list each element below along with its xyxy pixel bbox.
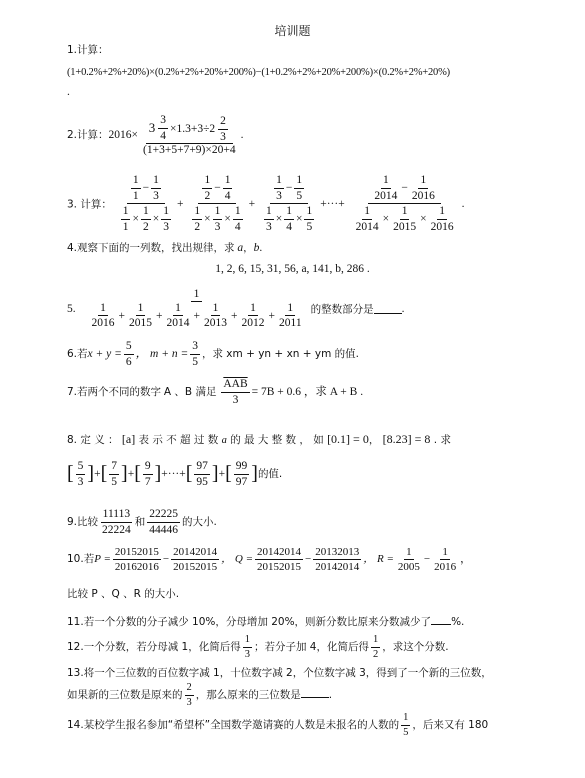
q3-term-last: $\frac{1}{2014}$ − $\frac{1}{2016}$ $\frac{1}{2014}$ × $\frac{1}{2015}$ × $\frac{1}{2016}$ [355,174,454,233]
q11: 11.若一个分数的分子减少 10%，分母增加 20%，则新分数比原来分数减少了 %. [67,616,465,628]
q4: 4.观察下面的一列数，找出规律，求 a，b. [67,242,263,254]
q1-expression: (1+0.2%+2%+20%)×(0.2%+2%+20%+200%)−(1+0.2%+2%+20%+200%)×(0.2%+2%+20%) [67,67,450,78]
q2-label: 2.计算： [67,129,109,142]
q5: 5. 1 $\frac{1}{2016}$ + $\frac{1}{2015}$ + $\frac{1}{2014}$ + $\frac{1}{2013}$ + $\frac{1}{2012}$ + $\frac{1}{2011}$ 的整数部分是 . [67,288,405,330]
q1-label: 1.计算： [67,44,109,56]
q14: 14.某校学生报名参加“希望杯”全国数学邀请赛的人数是未报名的人数的 $\frac{1}{5}$ ，后来又有 180 [67,712,489,738]
q3: 3. 计算： $\frac{1}{1}$ − $\frac{1}{3}$ $\frac{1}{1}$ × $\frac{1}{2}$ × $\frac{1}{3}$ + $\frac{1}{2}$ − $\frac{1}{4}$ $\frac{1}{2}$ × $\frac{1}{3}$ × $\frac{1}{4}$ + $\frac{1}{3}$ − $\frac{1}{5}$ $\frac{1}{3}$ × $\frac{1}{4}$ × $\frac{1}{5}$ +···+ $\frac{1}{2014}$ − $\frac{1}{2016}$ $\frac{1}{2014}$ × $\frac{1}{2015}$ × $\frac{1}{2016}$ . [67,174,465,233]
q2: 2.计算：2016× 3 3 4 ×1.3+3÷2 $\frac{2}{3}$ (1+3+5+7+9)×20+4 . [67,114,244,157]
q5-fraction: 1 $\frac{1}{2016}$ + $\frac{1}{2015}$ + $\frac{1}{2014}$ + $\frac{1}{2013}$ + $\frac{1}{2012}$ + $\frac{1}{2011}$ [91,288,302,330]
q3-term-3: $\frac{1}{3}$ − $\frac{1}{5}$ $\frac{1}{3}$ × $\frac{1}{4}$ × $\frac{1}{5}$ [265,174,313,233]
q8-line1: 8. 定 义 ： [a] 表 示 不 超 过 数 a 的 最 大 整 数 ， 如 [0.1] = 0， [8.23] = 8 . 求 [67,432,451,446]
q13-line1: 13.将一个三位数的百位数字减 1，十位数字减 2，个位数字减 3，得到了一个新的三位数， [67,667,492,679]
q10-compare: 比较 P 、Q 、R 的大小. [67,588,180,600]
q12: 12.一个分数，若分母减 1，化简后得 $\frac{1}{3}$ ；若分子加 4，化简后得 $\frac{1}{2}$ ，求这个分数. [67,634,449,660]
q13-line2: 如果新的三位数是原来的 $\frac{2}{3}$ ，那么原来的三位数是 . [67,682,333,708]
q10: 10.若P = $\frac{20152015}{20162016}$ − $\frac{20142014}{20152015}$ ， Q = $\frac{20142014}{20152015}$ − $\frac{20132013}{20142014}$ ， R = $\frac{1}{2005}$ − $\frac{1}{2016}$ ， [67,546,472,574]
q7: 7.若两个不同的数字 A 、B 满足 $\overline{AAB}$ 3 = 7B + 0.6 ，求 A + B . [67,378,364,406]
q2-fraction: 3 3 4 ×1.3+3÷2 $\frac{2}{3}$ (1+3+5+7+9)×20+4 [143,114,236,157]
q3-label: 3. 计算： [67,198,112,211]
q3-term-2: $\frac{1}{2}$ − $\frac{1}{4}$ $\frac{1}{2}$ × $\frac{1}{3}$ × $\frac{1}{4}$ [194,174,241,233]
q3-term-1: $\frac{1}{1}$ − $\frac{1}{3}$ $\frac{1}{1}$ × $\frac{1}{2}$ × $\frac{1}{3}$ [122,174,169,233]
page-title: 培训题 [274,24,311,38]
q8-line2: [ $\frac{5}{3}$ ]+[ $\frac{7}{5}$ ]+[ $\frac{9}{7}$ ]+···+[ $\frac{97}{95}$ ]+[ $\frac{99}{97}$ ]的值. [67,460,283,488]
q2-factor: 2016× [108,129,139,142]
q6: 6.若x + y = $\frac{5}{6}$ ， m + n = $\frac{3}{5}$ ，求 xm + yn + xn + ym 的值. [67,340,360,368]
q1-dot: . [67,86,70,98]
q4-sequence: 1, 2, 6, 15, 31, 56, a, 141, b, 286 . [215,263,370,275]
q9: 9.比较 $\frac{11113}{22224}$ 和 $\frac{22225}{44446}$ 的大小. [67,508,217,536]
